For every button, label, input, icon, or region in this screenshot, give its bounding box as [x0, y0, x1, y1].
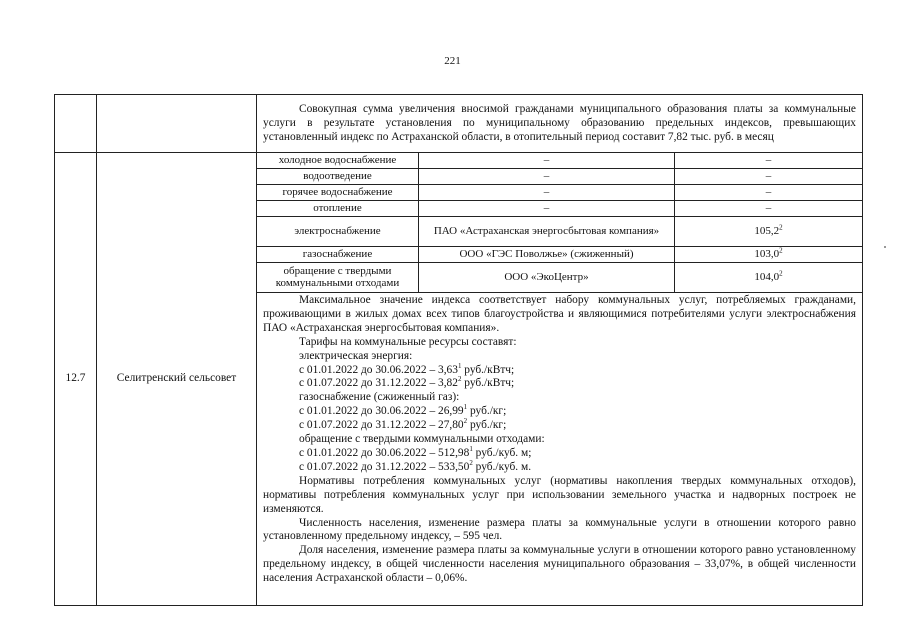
service-name: электроснабжение — [257, 217, 419, 247]
electricity-tariff-2: с 01.07.2022 до 31.12.2022 – 3,82$^2$ руб./кВтч; — [299, 375, 515, 390]
service-index: 105,2$^2$ — [675, 217, 863, 247]
indices-table — [54, 94, 863, 606]
service-provider: ООО «ГЭС Поволжье» (сжиженный) — [419, 247, 675, 263]
service-index: 103,0$^2$ — [675, 247, 863, 263]
service-name: отопление — [257, 201, 419, 217]
service-row — [55, 153, 863, 169]
population-text: Численность населения, изменение размера платы за коммунальные услуги в отношении которого равно установленному предельному индексу, – 595 чел. — [263, 516, 856, 543]
service-index: 104,0$^2$ — [675, 263, 863, 293]
municipality-name: Селитренский сельсовет — [97, 153, 257, 606]
max-index-text: Максимальное значение индекса соответствует набору коммунальных услуг, потребляемых гражданами, проживающими в жилых домах всех типов благоустройства и являющимися потребителями услуги электроснабжения ПАО «Астраханская энергосбытовая компания». — [263, 294, 856, 334]
service-provider: – — [419, 185, 675, 201]
service-provider: – — [419, 201, 675, 217]
intro-row — [55, 95, 863, 153]
row-number-empty-cell — [55, 95, 97, 153]
service-name: обращение с твердыми коммунальными отходами — [257, 263, 419, 293]
gas-tariff-2: с 01.07.2022 до 31.12.2022 – 27,80$^2$ руб./кг; — [299, 417, 507, 432]
row-number: 12.7 — [55, 153, 97, 606]
service-name: газоснабжение — [257, 247, 419, 263]
service-index: – — [675, 169, 863, 185]
population-share-text: Доля населения, изменение размера платы за коммунальные услуги в отношении которого равно установленному предельному индексу, в общей численности населения муниципального образования – 33,07%, в общей численности населения Астраханской области – 0,06%. — [263, 544, 856, 585]
electricity-tariff-1: с 01.01.2022 до 30.06.2022 – 3,63$^1$ руб./кВтч; — [299, 361, 515, 376]
service-name: холодное водоснабжение — [257, 153, 419, 169]
waste-tariff-1: с 01.01.2022 до 30.06.2022 – 512,98$^1$ руб./куб. м; — [299, 445, 532, 459]
gas-tariff-1: с 01.01.2022 до 30.06.2022 – 26,99$^1$ руб./кг; — [299, 403, 507, 418]
notes-cell — [257, 293, 863, 606]
waste-tariff-2: с 01.07.2022 до 31.12.2022 – 533,50$^2$ руб./куб. м. — [299, 459, 532, 473]
norms-text: Нормативы потребления коммунальных услуг (нормативы накопления твердых коммунальных отходов), нормативы потребления коммунальных услуг при использовании земельного участка и надворных построек не изменяются. — [263, 474, 856, 515]
service-provider: – — [419, 153, 675, 169]
service-index: – — [675, 153, 863, 169]
waste-heading: обращение с твердыми коммунальными отходами: — [299, 433, 545, 446]
page-number: 221 — [444, 55, 461, 67]
total-increase-text: Совокупная сумма увеличения вносимой гражданами муниципального образования платы за коммунальные услуги в результате установления по муниципальному образованию предельных индексов, превышающих установленный индекс по Астраханской области, в отопительный период составит 7,82 тыс. руб. в месяц — [257, 95, 863, 153]
service-provider: ПАО «Астраханская энергосбытовая компания» — [419, 217, 675, 247]
service-name: горячее водоснабжение — [257, 185, 419, 201]
row-name-empty-cell — [97, 95, 257, 153]
service-provider: ООО «ЭкоЦентр» — [419, 263, 675, 293]
service-index: – — [675, 201, 863, 217]
service-index: – — [675, 185, 863, 201]
scan-speck — [884, 246, 886, 248]
gas-heading: газоснабжение (сжиженный газ): — [299, 391, 460, 404]
tariffs-heading: Тарифы на коммунальные ресурсы составят: — [299, 335, 517, 348]
electricity-heading: электрическая энергия: — [299, 349, 413, 362]
service-provider: – — [419, 169, 675, 185]
service-name: водоотведение — [257, 169, 419, 185]
